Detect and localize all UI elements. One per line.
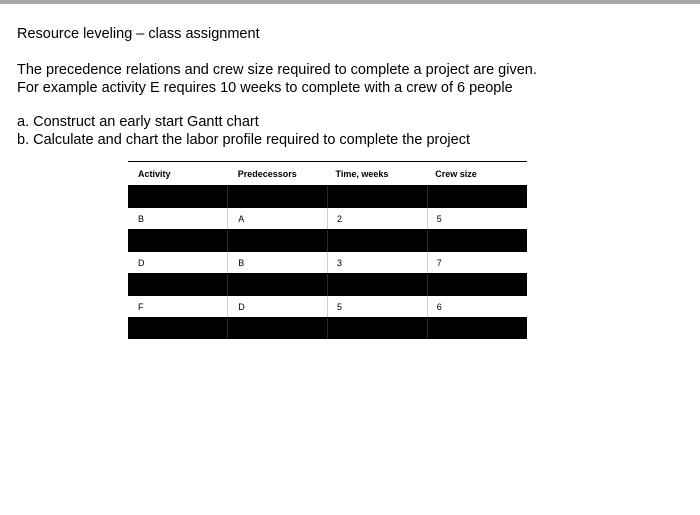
cell-time xyxy=(328,274,428,296)
cell-time: 2 xyxy=(328,208,428,230)
cell-activity: D xyxy=(128,252,228,274)
slide-title: Resource leveling – class assignment xyxy=(17,26,260,42)
cell-activity: F xyxy=(128,296,228,318)
task-b: b. Calculate and chart the labor profile required to complete the project xyxy=(17,132,470,148)
intro-paragraph xyxy=(17,61,537,97)
cell-time xyxy=(328,230,428,252)
activity-table xyxy=(128,161,527,339)
header-activity: Activity xyxy=(128,162,228,186)
cell-activity xyxy=(128,230,228,252)
header-time-weeks: Time, weeks xyxy=(328,162,428,186)
table-row-redacted xyxy=(128,318,527,340)
cell-predecessors xyxy=(228,186,328,208)
top-rule xyxy=(0,0,700,4)
cell-time: 3 xyxy=(328,252,428,274)
cell-crew: 5 xyxy=(427,208,527,230)
cell-crew: 6 xyxy=(427,296,527,318)
table-row-redacted xyxy=(128,230,527,252)
task-a: a. Construct an early start Gantt chart xyxy=(17,114,259,130)
cell-time xyxy=(328,186,428,208)
cell-activity xyxy=(128,318,228,340)
cell-predecessors xyxy=(228,274,328,296)
cell-predecessors: D xyxy=(228,296,328,318)
header-crew-size: Crew size xyxy=(427,162,527,186)
cell-crew xyxy=(427,274,527,296)
table-row-redacted xyxy=(128,186,527,208)
cell-predecessors xyxy=(228,318,328,340)
cell-crew xyxy=(427,318,527,340)
cell-crew xyxy=(427,230,527,252)
cell-predecessors: A xyxy=(228,208,328,230)
cell-activity xyxy=(128,186,228,208)
table-header-row xyxy=(128,162,527,186)
cell-time: 5 xyxy=(328,296,428,318)
cell-predecessors xyxy=(228,230,328,252)
intro-line-2: For example activity E requires 10 weeks to complete with a crew of 6 people xyxy=(17,80,513,96)
table-row xyxy=(128,252,527,274)
cell-crew: 7 xyxy=(427,252,527,274)
table-row-redacted xyxy=(128,274,527,296)
cell-activity: B xyxy=(128,208,228,230)
cell-crew xyxy=(427,186,527,208)
cell-activity xyxy=(128,274,228,296)
cell-predecessors: B xyxy=(228,252,328,274)
table-row xyxy=(128,208,527,230)
intro-line-1: The precedence relations and crew size required to complete a project are given. xyxy=(17,62,537,78)
cell-time xyxy=(328,318,428,340)
header-predecessors: Predecessors xyxy=(228,162,328,186)
table-row xyxy=(128,296,527,318)
task-list xyxy=(17,113,470,149)
